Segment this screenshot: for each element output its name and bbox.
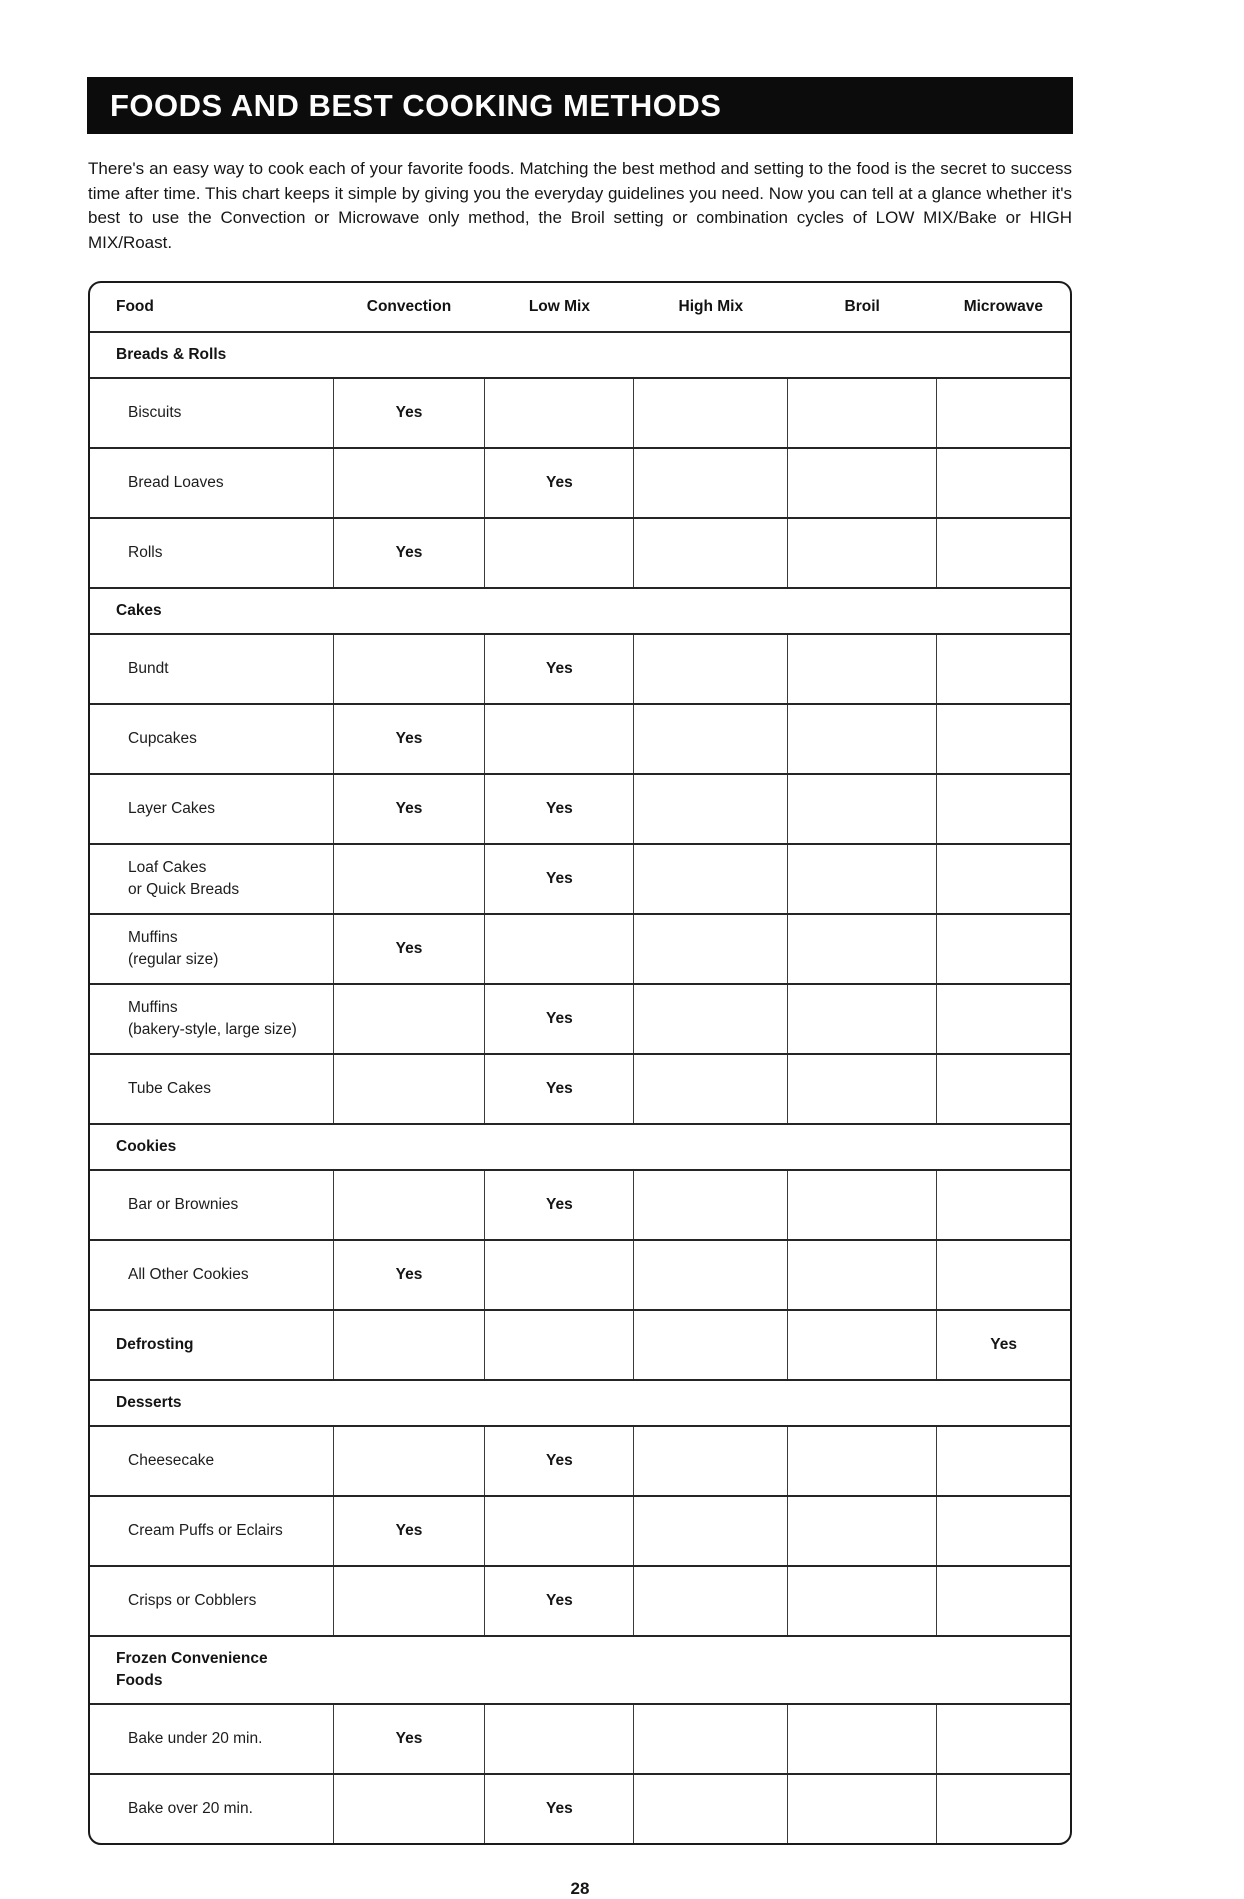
empty-method-cell: [788, 1426, 937, 1496]
empty-method-cell: [937, 984, 1070, 1054]
food-row: [90, 518, 1070, 588]
food-row: [90, 1566, 1070, 1636]
empty-method-cell: [485, 518, 634, 588]
food-row: [90, 1170, 1070, 1240]
yes-value-cell: Yes: [333, 914, 485, 984]
empty-method-cell: [333, 1310, 485, 1380]
empty-method-cell: [333, 1054, 485, 1124]
food-row: [90, 844, 1070, 914]
empty-method-cell: [937, 914, 1070, 984]
section-row: [90, 1380, 1070, 1426]
food-name-cell: Rolls: [90, 518, 333, 588]
empty-method-cell: [634, 1170, 788, 1240]
empty-method-cell: [788, 1704, 937, 1774]
empty-method-cell: [485, 914, 634, 984]
yes-value-cell: Yes: [333, 1496, 485, 1566]
yes-value-cell: Yes: [485, 984, 634, 1054]
empty-method-cell: [937, 1170, 1070, 1240]
yes-value-cell: Yes: [937, 1310, 1070, 1380]
empty-method-cell: [634, 984, 788, 1054]
empty-method-cell: [788, 774, 937, 844]
empty-method-cell: [788, 1054, 937, 1124]
food-row: [90, 984, 1070, 1054]
empty-method-cell: [634, 378, 788, 448]
empty-method-cell: [937, 1704, 1070, 1774]
food-name-cell: Cream Puffs or Eclairs: [90, 1496, 333, 1566]
empty-method-cell: [634, 1310, 788, 1380]
empty-method-cell: [333, 1426, 485, 1496]
food-row: [90, 448, 1070, 518]
empty-method-cell: [634, 634, 788, 704]
food-name-cell: Cheesecake: [90, 1426, 333, 1496]
yes-value-cell: Yes: [333, 774, 485, 844]
food-name-cell: Crisps or Cobblers: [90, 1566, 333, 1636]
empty-method-cell: [634, 774, 788, 844]
section-row: [90, 1636, 1070, 1704]
empty-method-cell: [788, 1310, 937, 1380]
empty-method-cell: [788, 1170, 937, 1240]
empty-method-cell: [937, 774, 1070, 844]
yes-value-cell: Yes: [485, 448, 634, 518]
empty-method-cell: [333, 634, 485, 704]
yes-value-cell: Yes: [333, 518, 485, 588]
empty-method-cell: [485, 704, 634, 774]
food-row: [90, 914, 1070, 984]
food-row: [90, 1774, 1070, 1843]
empty-method-cell: [485, 1240, 634, 1310]
food-row: [90, 634, 1070, 704]
empty-method-cell: [634, 1566, 788, 1636]
cooking-methods-table: [90, 283, 1070, 1843]
empty-method-cell: [634, 844, 788, 914]
food-name-cell: Muffins (bakery-style, large size): [90, 984, 333, 1054]
empty-method-cell: [634, 1774, 788, 1843]
yes-value-cell: Yes: [485, 1774, 634, 1843]
manual-page: [88, 0, 1072, 1899]
table-header-row: [90, 283, 1070, 332]
section-row: [90, 332, 1070, 378]
section-label: Desserts: [90, 1380, 1070, 1426]
yes-value-cell: Yes: [333, 1240, 485, 1310]
title-banner: [88, 78, 1072, 133]
empty-method-cell: [333, 984, 485, 1054]
food-name-cell: Bake under 20 min.: [90, 1704, 333, 1774]
intro-paragraph: There's an easy way to cook each of your favorite foods. Matching the best method and setting to the food is the secret to success time after time. This chart keeps it simple by giving you the everyday guidelines you need. Now you can tell at a glance whether it's best to use the Convection or Microwave only method, the Broil setting or combination cycles of LOW MIX/Bake or HIGH MIX/Roast.: [88, 159, 1072, 252]
food-name-cell: Bundt: [90, 634, 333, 704]
empty-method-cell: [937, 1054, 1070, 1124]
section-row: [90, 588, 1070, 634]
empty-method-cell: [788, 448, 937, 518]
section-label: Breads & Rolls: [90, 332, 1070, 378]
food-name-cell: Bread Loaves: [90, 448, 333, 518]
empty-method-cell: [634, 1054, 788, 1124]
empty-method-cell: [937, 1426, 1070, 1496]
yes-value-cell: Yes: [485, 1054, 634, 1124]
section-label: Frozen Convenience Foods: [90, 1636, 1070, 1704]
empty-method-cell: [788, 1774, 937, 1843]
page-title: FOODS AND BEST COOKING METHODS: [110, 87, 722, 123]
food-row: [90, 1054, 1070, 1124]
food-name-cell: Loaf Cakes or Quick Breads: [90, 844, 333, 914]
food-name-cell: Bake over 20 min.: [90, 1774, 333, 1843]
food-name-cell: Biscuits: [90, 378, 333, 448]
column-header-broil: Broil: [844, 298, 880, 315]
yes-value-cell: Yes: [485, 1426, 634, 1496]
empty-method-cell: [937, 1240, 1070, 1310]
empty-method-cell: [634, 448, 788, 518]
empty-method-cell: [333, 448, 485, 518]
food-row: [90, 704, 1070, 774]
empty-method-cell: [485, 1310, 634, 1380]
empty-method-cell: [333, 844, 485, 914]
food-row: [90, 1240, 1070, 1310]
empty-method-cell: [788, 378, 937, 448]
empty-method-cell: [634, 914, 788, 984]
empty-method-cell: [333, 1774, 485, 1843]
empty-method-cell: [333, 1566, 485, 1636]
page-number: 28: [570, 1879, 590, 1898]
food-name-cell: Tube Cakes: [90, 1054, 333, 1124]
empty-method-cell: [788, 914, 937, 984]
yes-value-cell: Yes: [333, 378, 485, 448]
empty-method-cell: [788, 844, 937, 914]
yes-value-cell: Yes: [485, 1170, 634, 1240]
empty-method-cell: [937, 448, 1070, 518]
empty-method-cell: [333, 1170, 485, 1240]
empty-method-cell: [485, 1496, 634, 1566]
empty-method-cell: [788, 518, 937, 588]
yes-value-cell: Yes: [485, 1566, 634, 1636]
food-row: [90, 378, 1070, 448]
yes-value-cell: Yes: [333, 704, 485, 774]
empty-method-cell: [937, 704, 1070, 774]
empty-method-cell: [634, 704, 788, 774]
food-row: [90, 1310, 1070, 1380]
empty-method-cell: [634, 1426, 788, 1496]
empty-method-cell: [937, 844, 1070, 914]
section-label: Cakes: [90, 588, 1070, 634]
food-name-cell: Layer Cakes: [90, 774, 333, 844]
food-name-cell: Bar or Brownies: [90, 1170, 333, 1240]
food-row: [90, 1426, 1070, 1496]
empty-method-cell: [788, 1240, 937, 1310]
empty-method-cell: [937, 634, 1070, 704]
yes-value-cell: Yes: [485, 774, 634, 844]
empty-method-cell: [937, 1496, 1070, 1566]
empty-method-cell: [634, 1496, 788, 1566]
empty-method-cell: [788, 984, 937, 1054]
food-row: [90, 1704, 1070, 1774]
column-header-food: Food: [116, 298, 154, 315]
empty-method-cell: [634, 1704, 788, 1774]
empty-method-cell: [634, 1240, 788, 1310]
empty-method-cell: [937, 1774, 1070, 1843]
empty-method-cell: [937, 378, 1070, 448]
section-label: Cookies: [90, 1124, 1070, 1170]
empty-method-cell: [485, 1704, 634, 1774]
column-header-high-mix: High Mix: [678, 298, 744, 315]
column-header-low-mix: Low Mix: [528, 298, 590, 315]
column-header-convection: Convection: [366, 298, 452, 315]
food-name-cell: Cupcakes: [90, 704, 333, 774]
section-row: [90, 1124, 1070, 1170]
yes-value-cell: Yes: [333, 1704, 485, 1774]
food-name-cell: All Other Cookies: [90, 1240, 333, 1310]
column-header-microwave: Microwave: [963, 298, 1043, 315]
empty-method-cell: [485, 378, 634, 448]
empty-method-cell: [937, 518, 1070, 588]
empty-method-cell: [788, 1496, 937, 1566]
food-row: [90, 1496, 1070, 1566]
food-name-cell: Muffins (regular size): [90, 914, 333, 984]
empty-method-cell: [788, 704, 937, 774]
yes-value-cell: Yes: [485, 844, 634, 914]
empty-method-cell: [634, 518, 788, 588]
yes-value-cell: Yes: [485, 634, 634, 704]
cooking-methods-table-frame: [88, 281, 1072, 1845]
empty-method-cell: [788, 634, 937, 704]
food-row: [90, 774, 1070, 844]
empty-method-cell: [788, 1566, 937, 1636]
empty-method-cell: [937, 1566, 1070, 1636]
food-name-cell: Defrosting: [90, 1310, 333, 1380]
